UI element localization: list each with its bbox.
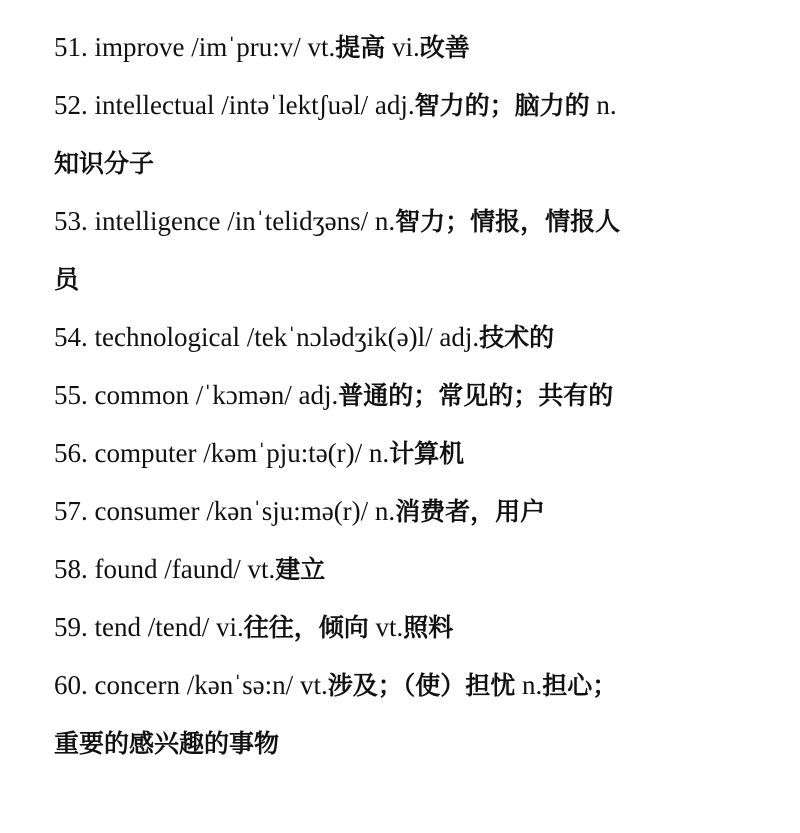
entry-51 (54, 30, 754, 64)
entry-number: 51. (54, 32, 88, 62)
chinese-meaning: 消费者，用户 (395, 497, 546, 526)
entry-word: intelligence (94, 206, 221, 236)
chinese-meaning: 普通的；常见的；共有的 (338, 381, 614, 410)
chinese-meaning-continued: 知识分子 (54, 149, 155, 178)
part-of-speech: n. (521, 670, 543, 700)
entry-phonetic: /intəˈlektʃuəl/ (221, 90, 369, 120)
chinese-meaning: 智力；情报，情报人 (395, 207, 621, 236)
entry-56 (54, 436, 754, 470)
chinese-meaning: 照料 (403, 613, 454, 642)
entry-number: 60. (54, 670, 88, 700)
chinese-meaning: 计算机 (389, 439, 465, 468)
chinese-meaning: 智力的；脑力的 (414, 91, 590, 120)
chinese-meaning: 建立 (275, 555, 326, 584)
entry-word: tend (94, 612, 141, 642)
entry-52 (54, 88, 754, 122)
entry-word: consumer (94, 496, 200, 526)
part-of-speech: n. (374, 206, 396, 236)
entry-phonetic: /faund/ (164, 554, 241, 584)
chinese-meaning: 担心； (542, 671, 618, 700)
entry-number: 53. (54, 206, 88, 236)
entry-number: 52. (54, 90, 88, 120)
entry-number: 55. (54, 380, 88, 410)
entry-word: improve (94, 32, 185, 62)
part-of-speech: n. (374, 496, 396, 526)
part-of-speech: n. (596, 90, 617, 120)
part-of-speech: adj. (439, 322, 480, 352)
entry-53 (54, 204, 754, 238)
entry-phonetic: /ˈkɔmən/ (195, 380, 292, 410)
part-of-speech: vt. (307, 32, 336, 62)
part-of-speech: vi. (216, 612, 244, 642)
chinese-meaning: 往往，倾向 (243, 613, 369, 642)
entry-number: 54. (54, 322, 88, 352)
entry-60 (54, 668, 754, 702)
entry-phonetic: /kənˈsju:mə(r)/ (206, 496, 369, 526)
chinese-meaning-continued: 重要的感兴趣的事物 (54, 729, 280, 758)
chinese-meaning: 技术的 (479, 323, 555, 352)
entry-number: 59. (54, 612, 88, 642)
entry-52-continuation (54, 146, 754, 180)
chinese-meaning: 提高 (335, 33, 386, 62)
entry-55 (54, 378, 754, 412)
chinese-meaning: 涉及；（使）担忧 (327, 671, 516, 700)
entry-word: found (94, 554, 158, 584)
part-of-speech: n. (368, 438, 390, 468)
entry-word: technological (94, 322, 240, 352)
entry-57 (54, 494, 754, 528)
entry-number: 58. (54, 554, 88, 584)
part-of-speech: vi. (392, 32, 420, 62)
entry-58 (54, 552, 754, 586)
entry-phonetic: /tekˈnɔlədʒik(ə)l/ (246, 322, 433, 352)
entry-word: common (94, 380, 189, 410)
entry-phonetic: /kəmˈpju:tə(r)/ (203, 438, 363, 468)
entry-phonetic: /tend/ (147, 612, 210, 642)
entry-number: 56. (54, 438, 88, 468)
entry-60-continuation (54, 726, 754, 760)
entry-phonetic: /imˈpru:v/ (191, 32, 301, 62)
entry-phonetic: /kənˈsə:n/ (186, 670, 294, 700)
entry-phonetic: /inˈtelidʒəns/ (227, 206, 369, 236)
entry-word: intellectual (94, 90, 215, 120)
part-of-speech: adj. (298, 380, 339, 410)
entry-word: computer (94, 438, 197, 468)
part-of-speech: vt. (375, 612, 404, 642)
chinese-meaning-continued: 员 (54, 265, 80, 294)
part-of-speech: vt. (247, 554, 276, 584)
entry-59 (54, 610, 754, 644)
entry-54 (54, 320, 754, 354)
entry-53-continuation (54, 262, 754, 296)
part-of-speech: vt. (299, 670, 328, 700)
entry-word: concern (94, 670, 180, 700)
part-of-speech: adj. (374, 90, 415, 120)
entry-number: 57. (54, 496, 88, 526)
chinese-meaning: 改善 (419, 33, 470, 62)
